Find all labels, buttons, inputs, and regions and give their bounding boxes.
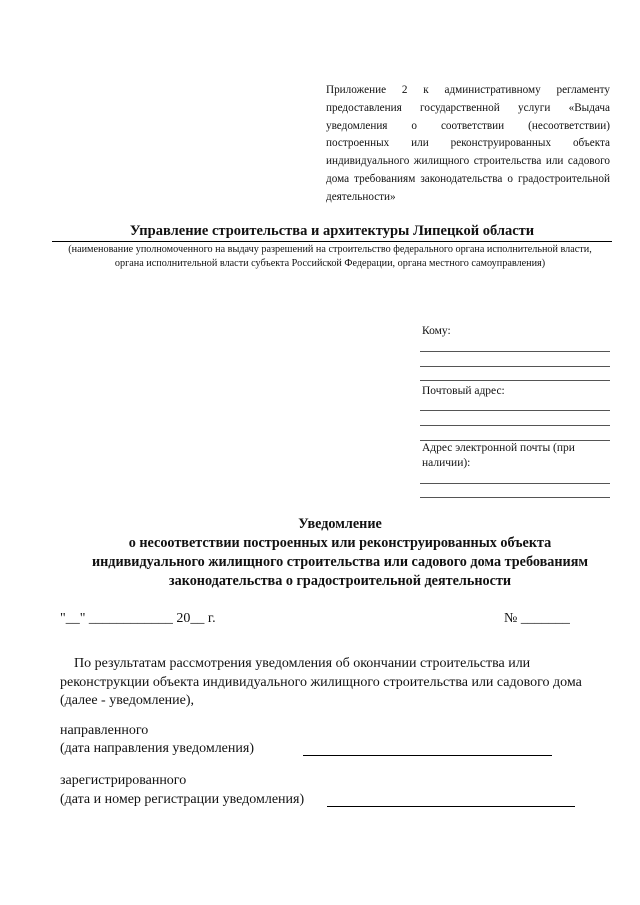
sent-date-field[interactable] <box>303 755 552 756</box>
title-line-2: о несоответствии построенных или реконструированных объекта <box>128 535 552 551</box>
authority-caption: (наименование уполномоченного на выдачу разрешений на строительство федерального органа исполнительной власти, органа исполнительной власти субъекта Российской Федерации, органа местного самоуправления) <box>68 244 592 269</box>
body-paragraph: По результатам рассмотрения уведомления об окончании строительства или реконструкции объекта индивидуального жилищного строительства или садового дома (далее - уведомление), <box>60 656 582 708</box>
registered-hint: (дата и номер регистрации уведомления) <box>60 792 305 807</box>
document-title <box>40 515 640 591</box>
email-label-line-2: наличии): <box>422 457 471 469</box>
email-line-2[interactable] <box>420 497 610 498</box>
postal-address-line-1[interactable] <box>420 410 610 411</box>
title-line-4: законодательства о градостроительной деятельности <box>168 573 512 589</box>
recipient-to-line-3[interactable] <box>420 380 610 381</box>
authority-name: Управление строительства и архитектуры Липецкой области <box>129 223 535 239</box>
email-label-line-1: Адрес электронной почты (при <box>422 442 575 454</box>
recipient-to-line-1[interactable] <box>420 351 610 352</box>
date-line: "__" ____________ 20__ г. <box>60 611 216 626</box>
authority-underline <box>52 241 612 242</box>
postal-address-line-2[interactable] <box>420 425 610 426</box>
recipient-to-line-2[interactable] <box>420 366 610 367</box>
registered-label: зарегистрированного <box>60 773 187 788</box>
registered-field[interactable] <box>327 806 575 807</box>
appendix-note: Приложение 2 к административному регламенту предоставления государственной услуги «Выдача уведомления о соответствии (несоответствии) построенных или реконструированных объекта индивидуального жилищного строительства или садового дома требованиям законодательства о градостроительной деятельности» <box>326 84 610 203</box>
number-line: № _______ <box>504 611 570 626</box>
postal-address-label: Почтовый адрес: <box>422 385 505 397</box>
title-line-1: Уведомление <box>298 516 382 532</box>
sent-label: направленного <box>60 723 149 738</box>
recipient-to-label: Кому: <box>422 325 451 337</box>
title-line-3: индивидуального жилищного строительства или садового дома требованиям <box>91 554 589 570</box>
email-line-1[interactable] <box>420 483 610 484</box>
sent-hint: (дата направления уведомления) <box>60 741 254 756</box>
